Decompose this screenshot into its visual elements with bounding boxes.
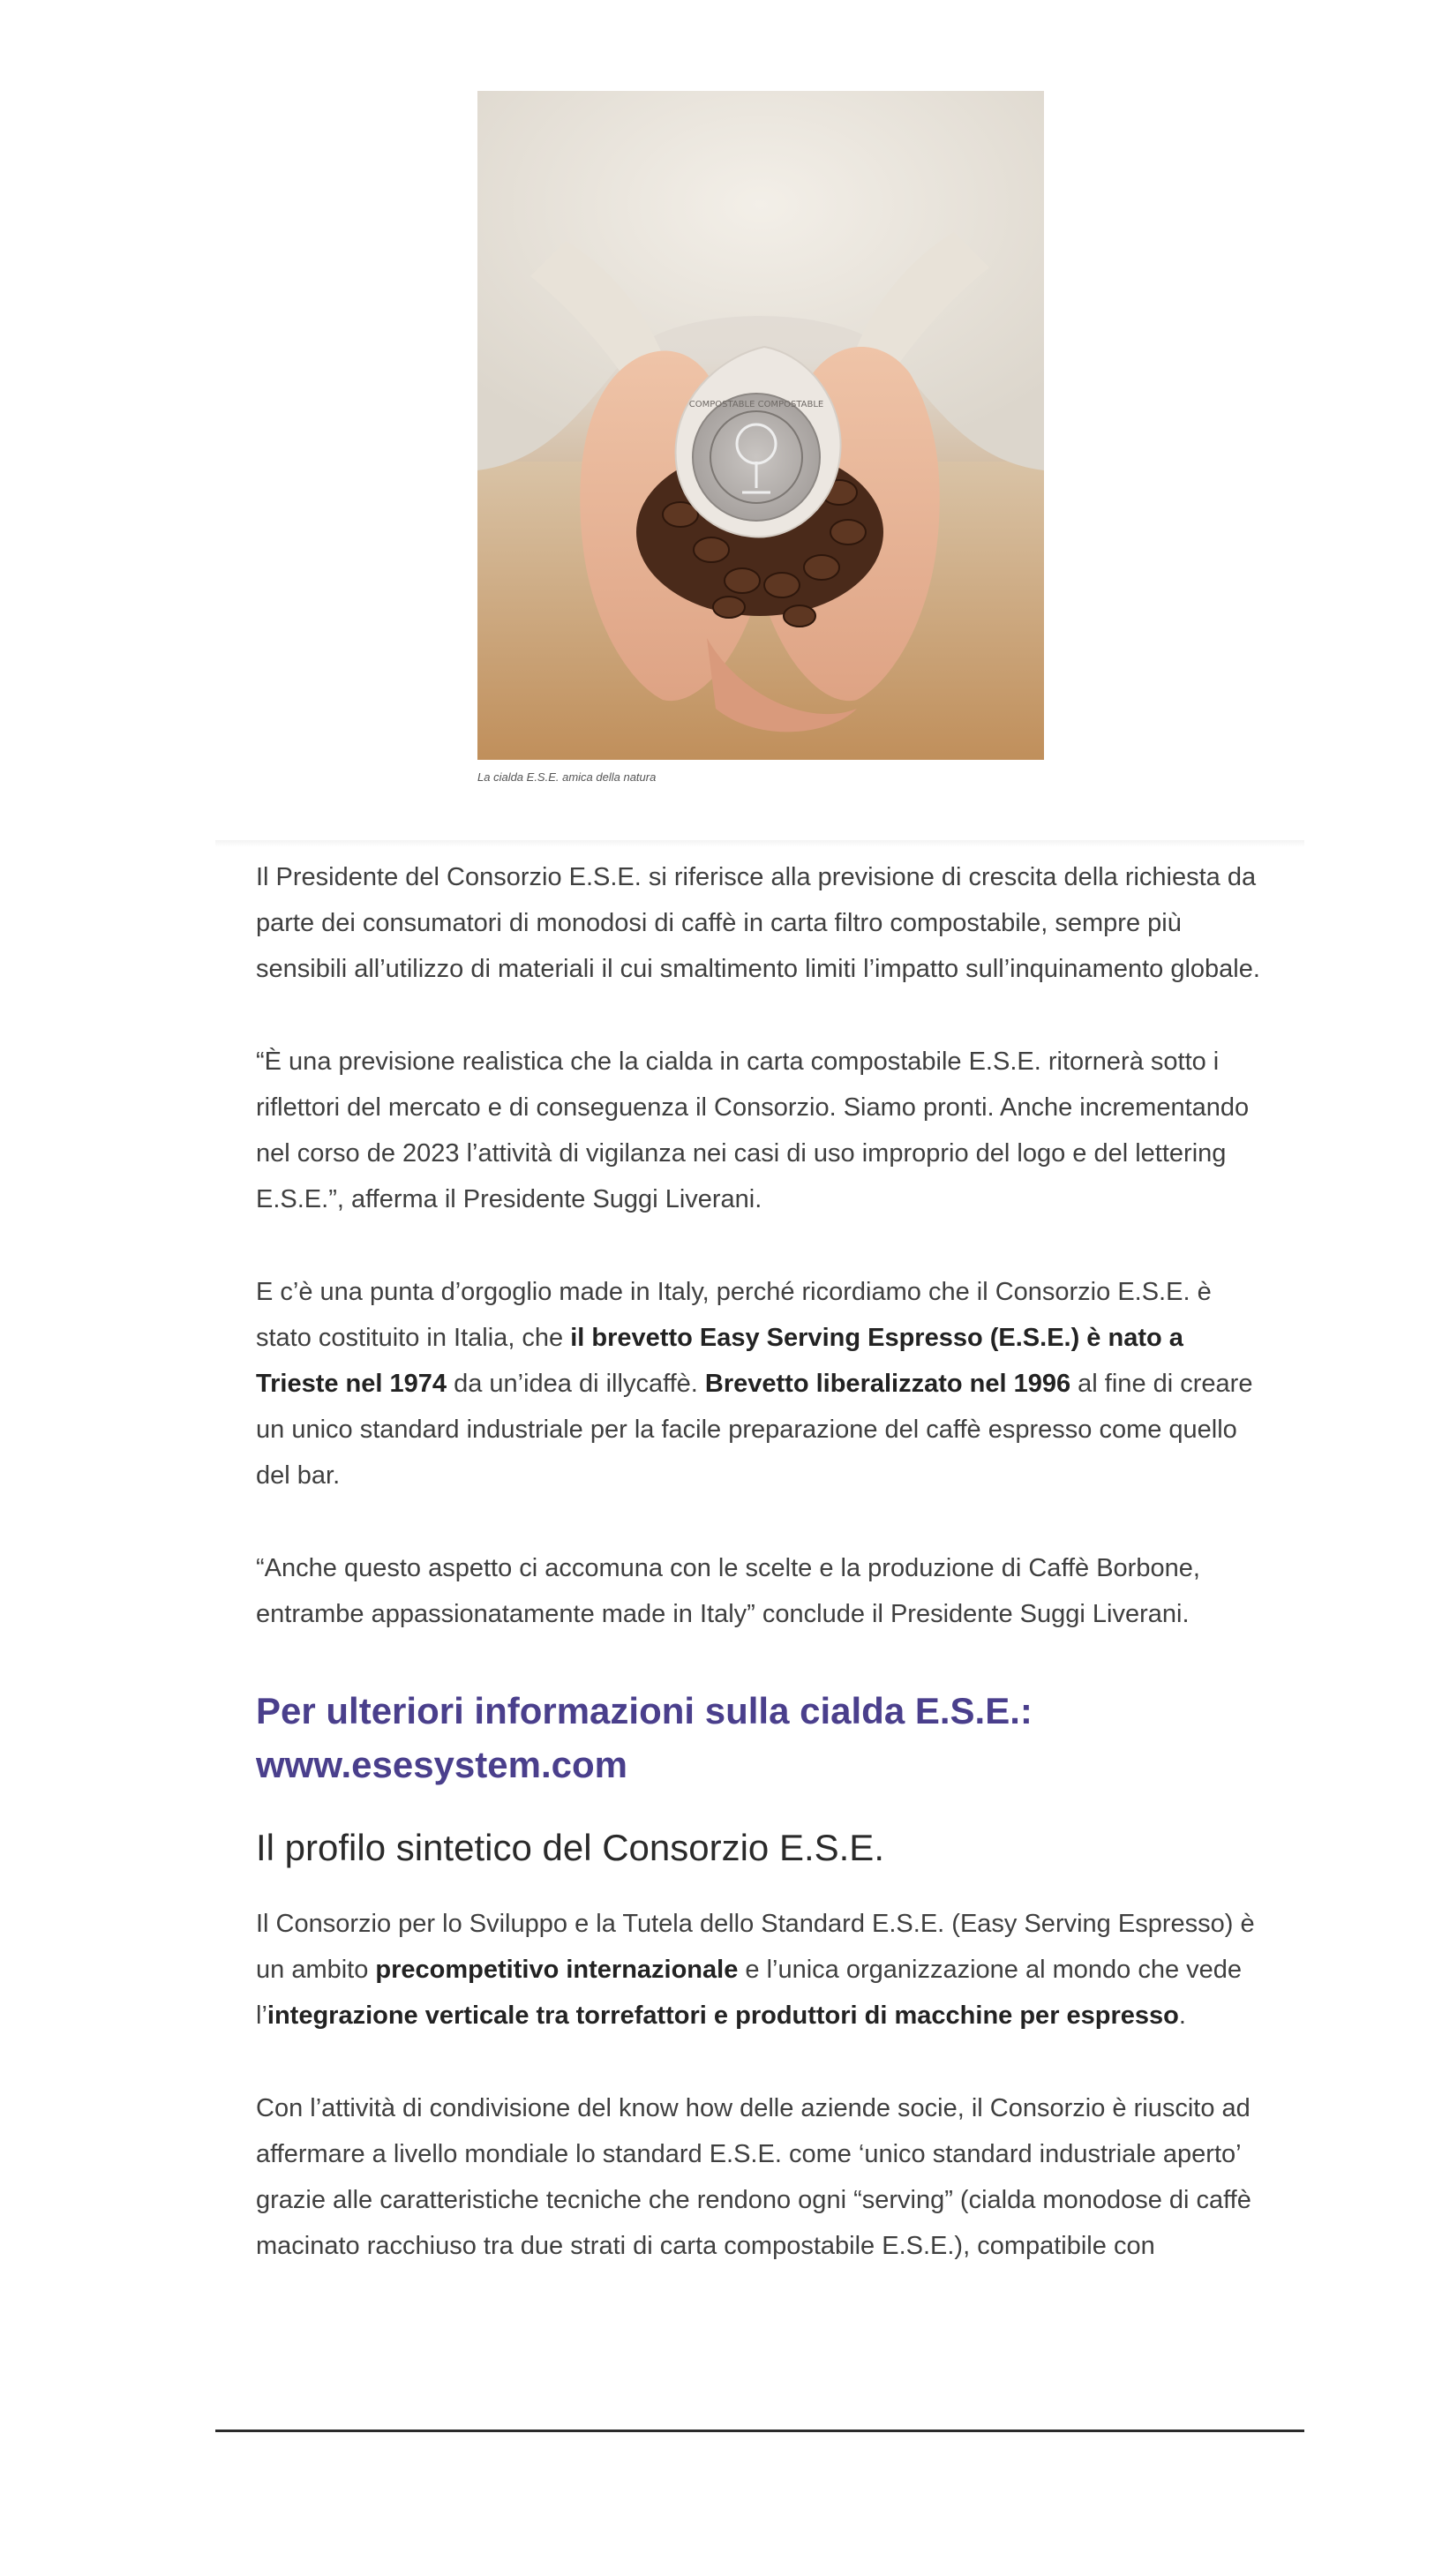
paragraph-5-text-3: . — [1178, 2001, 1186, 2030]
paragraph-3 — [256, 1269, 1262, 1498]
esesystem-link[interactable]: www.esesystem.com — [256, 1744, 627, 1785]
coffee-pod-in-hands-photo — [477, 91, 1044, 760]
more-info-heading — [256, 1684, 1262, 1791]
paragraph-5-text-1: Il Consorzio per lo Sviluppo e la Tutela dello Standard E.S.E. (Easy Serving Espresso) è un ambito — [256, 1910, 1255, 1984]
paragraph-1: Il Presidente del Consorzio E.S.E. si riferisce alla previsione di crescita della richiesta da parte dei consumatori di monodosi di caffè in carta filtro compostabile, sempre più sensibili all’utilizzo di materiali il cui smaltimento limiti l’impatto sull’inquinamento globale. — [256, 863, 1260, 983]
paragraph-4: “Anche questo aspetto ci accomuna con le scelte e la produzione di Caffè Borbone, entrambe appassionatamente made in Italy” conclude il Presidente Suggi Liverani. — [256, 1554, 1200, 1628]
paragraph-3-text-2: da un’idea di illycaffè. — [447, 1370, 705, 1398]
paragraph-5-bold-1: precompetitivo internazionale — [375, 1956, 739, 1984]
figure-caption: La cialda E.S.E. amica della natura — [477, 770, 657, 784]
paragraph-5-bold-2: integrazione verticale tra torrefattori e produttori di macchine per espresso — [267, 2001, 1179, 2030]
paragraph-6: Con l’attività di condivisione del know how delle aziende socie, il Consorzio è riuscito ad affermare a livello mondiale lo standard E.S.E. come ‘unico standard industriale aperto’ grazie alle caratteristiche tecniche che rendono ogni “serving” (cialda monodose di caffè macinato racchiuso tra due strati di carta compostabile E.S.E.), compatibile con — [256, 2094, 1251, 2260]
pod-stamp-text: COMPOSTABLE COMPOSTABLE — [688, 400, 824, 409]
paragraph-3-bold-2: Brevetto liberalizzato nel 1996 — [704, 1370, 1071, 1398]
consortium-profile-heading: Il profilo sintetico del Consorzio E.S.E. — [256, 1827, 884, 1868]
paragraph-5 — [256, 1901, 1262, 2039]
paragraph-2: “È una previsione realistica che la cialda in carta compostabile E.S.E. ritornerà sotto i riflettori del mercato e di conseguenza il Consorzio. Siamo pronti. Anche incrementando nel corso de 2023 l’attività di vigilanza nei casi di uso improprio del logo e del lettering E.S.E.”, afferma il Presidente Suggi Liverani. — [256, 1048, 1250, 1213]
paragraph-3-text-1: E c’è una punta d’orgoglio made in Italy, perché ricordiamo che il Consorzio E.S.E. è stato costituito in Italia, che — [256, 1278, 1212, 1352]
article-body — [256, 854, 1262, 2316]
paragraph-5-text-2: e l’unica organizzazione al mondo che vede l’ — [256, 1956, 1243, 2030]
photo-illustration — [477, 91, 1044, 760]
paragraph-3-text-3: al fine di creare un unico standard industriale per la facile preparazione del caffè espresso come quello del bar. — [256, 1370, 1253, 1490]
article-figure — [477, 91, 1044, 784]
content-divider-bottom — [215, 2430, 1304, 2432]
paragraph-3-bold-1: il brevetto Easy Serving Espresso (E.S.E.) è nato a Trieste nel 1974 — [256, 1324, 1183, 1398]
content-divider-top — [215, 840, 1304, 847]
more-info-heading-line-1: Per ulteriori informazioni sulla cialda E.S.E.: — [256, 1690, 1033, 1731]
